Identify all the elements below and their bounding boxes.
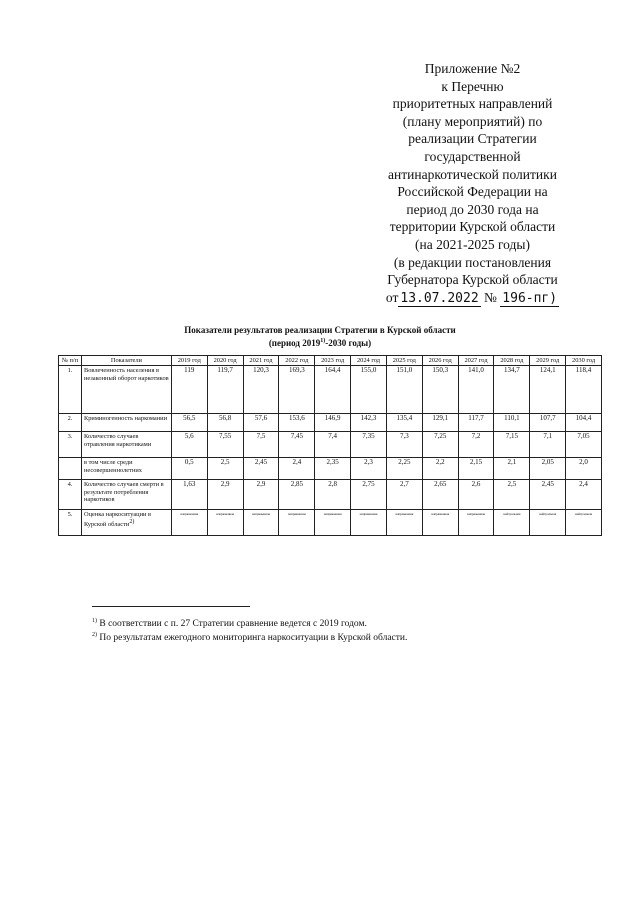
table-row [59,414,602,432]
row-value: 141,0 [458,366,494,414]
footnote-divider [92,606,250,607]
row-value: 104,4 [566,414,602,432]
row-indicator: Вовлеченность населения в незаконный оборот наркотиков [81,366,171,414]
row-value: 119,7 [207,366,243,414]
row-value: 2,6 [458,480,494,510]
row-value: 2,35 [315,458,351,480]
header-year: 2023 год [315,356,351,366]
situation-value: напряженная [171,510,207,536]
situation-value: напряженная [351,510,387,536]
appendix-line: антинаркотической политики [388,166,557,182]
situation-value: напряженная [422,510,458,536]
row-value: 2,1 [494,458,530,480]
row-indicator: Криминогенность наркомании [81,414,171,432]
row-value: 118,4 [566,366,602,414]
row-value: 150,3 [422,366,458,414]
header-year: 2022 год [279,356,315,366]
appendix-line: Российской Федерации на [397,184,548,200]
row-indicator: в том числе среди несовершеннолетних [81,458,171,480]
table-row [59,510,602,536]
row-num [59,458,82,480]
appendix-line: приоритетных направлений [392,96,553,112]
row-value: 2,9 [207,480,243,510]
row-value: 7,4 [315,432,351,458]
appendix-line: (плану мероприятий) по [402,113,543,129]
date-prefix: от [385,289,399,305]
row-value: 7,55 [207,432,243,458]
row-value: 124,1 [530,366,566,414]
row-num: 1. [59,366,82,414]
row-value: 7,45 [279,432,315,458]
row-value: 56,5 [171,414,207,432]
row-value: 7,5 [243,432,279,458]
header-year: 2020 год [207,356,243,366]
row-num: 4. [59,480,82,510]
row-value: 2,5 [494,480,530,510]
row-value: 135,4 [386,414,422,432]
row-indicator: Количество случаев смерти в результате потребления наркотиков [81,480,171,510]
row-value: 120,3 [243,366,279,414]
footnote-1: $^{1)}$ В соответствии с п. 27 Стратегии сравнение ведется с 2019 годом. [92,618,367,630]
row-value: 2,65 [422,480,458,510]
row-num: 2. [59,414,82,432]
appendix-line: Губернатора Курской области [387,272,558,288]
row-value: 107,7 [530,414,566,432]
row-value: 2,4 [279,458,315,480]
row-value: 1,63 [171,480,207,510]
table-row [59,458,602,480]
row-indicator: Оценка наркоситуации в Курской области$^{2)}$ [81,510,171,536]
row-value: 2,9 [243,480,279,510]
row-value: 117,7 [458,414,494,432]
table-title [100,325,540,349]
header-year: 2021 год [243,356,279,366]
row-value: 2,45 [243,458,279,480]
row-value: 2,45 [530,480,566,510]
situation-value: напряженная [315,510,351,536]
table-row [59,432,602,458]
situation-value: нейтральная [494,510,530,536]
situation-value: напряженная [458,510,494,536]
number-sign: № [484,289,497,305]
resolution-number: 196-пг) [502,290,558,306]
header-num: № п/п [59,356,82,366]
table-header-row [59,356,602,366]
resolution-date: 13.07.2022 [400,290,479,306]
header-year: 2027 год [458,356,494,366]
row-value: 7,3 [386,432,422,458]
header-year: 2025 год [386,356,422,366]
row-indicator: Количество случаев отравления наркотиками [81,432,171,458]
row-value: 2,75 [351,480,387,510]
appendix-line: (на 2021-2025 годы) [415,236,530,252]
row-value: 2,3 [351,458,387,480]
row-value: 169,3 [279,366,315,414]
appendix-line: (в редакции постановления [393,254,552,270]
row-value: 164,4 [315,366,351,414]
row-value: 119 [171,366,207,414]
appendix-line: к Перечню [441,78,504,94]
table-title-line2: (период 2019$^{1)}$-2030 годы) [268,338,372,348]
situation-value: нейтральная [566,510,602,536]
row-value: 0,5 [171,458,207,480]
table-row [59,480,602,510]
row-value: 146,9 [315,414,351,432]
appendix-line: период до 2030 года на [406,201,539,217]
situation-value: напряженная [207,510,243,536]
header-year: 2030 год [566,356,602,366]
header-year: 2024 год [351,356,387,366]
situation-value: напряженная [386,510,422,536]
row-value: 151,0 [386,366,422,414]
row-value: 2,7 [386,480,422,510]
row-value: 7,15 [494,432,530,458]
appendix-header [360,60,585,307]
row-value: 110,1 [494,414,530,432]
appendix-line: Приложение №2 [424,61,521,76]
resolution-date-line [360,289,585,308]
indicators-table [58,355,602,536]
header-year: 2026 год [422,356,458,366]
situation-value: напряженная [243,510,279,536]
row-value: 2,2 [422,458,458,480]
row-value: 134,7 [494,366,530,414]
row-value: 56,8 [207,414,243,432]
appendix-line: реализации Стратегии [408,131,537,147]
footnote-2: $^{2)}$ По результатам ежегодного мониторинга наркоситуации в Курской области. [92,632,408,644]
header-year: 2028 год [494,356,530,366]
appendix-line: государственной [424,148,521,164]
row-value: 2,0 [566,458,602,480]
situation-value: напряженная [279,510,315,536]
row-value: 2,4 [566,480,602,510]
row-value: 2,5 [207,458,243,480]
row-value: 57,6 [243,414,279,432]
row-value: 2,15 [458,458,494,480]
row-value: 7,2 [458,432,494,458]
row-num: 5. [59,510,82,536]
row-value: 7,1 [530,432,566,458]
row-value: 7,25 [422,432,458,458]
table-row [59,366,602,414]
row-value: 2,85 [279,480,315,510]
row-value: 142,3 [351,414,387,432]
header-indicator: Показатели [81,356,171,366]
header-year: 2019 год [171,356,207,366]
row-value: 2,05 [530,458,566,480]
situation-value: нейтральная [530,510,566,536]
row-value: 153,6 [279,414,315,432]
header-year: 2029 год [530,356,566,366]
row-value: 7,35 [351,432,387,458]
row-value: 2,25 [386,458,422,480]
row-num: 3. [59,432,82,458]
row-value: 5,6 [171,432,207,458]
row-value: 155,0 [351,366,387,414]
row-value: 2,8 [315,480,351,510]
row-value: 7,05 [566,432,602,458]
row-value: 129,1 [422,414,458,432]
table-title-line1: Показатели результатов реализации Стратегии в Курской области [184,325,456,335]
appendix-line: территории Курской области [389,219,556,235]
